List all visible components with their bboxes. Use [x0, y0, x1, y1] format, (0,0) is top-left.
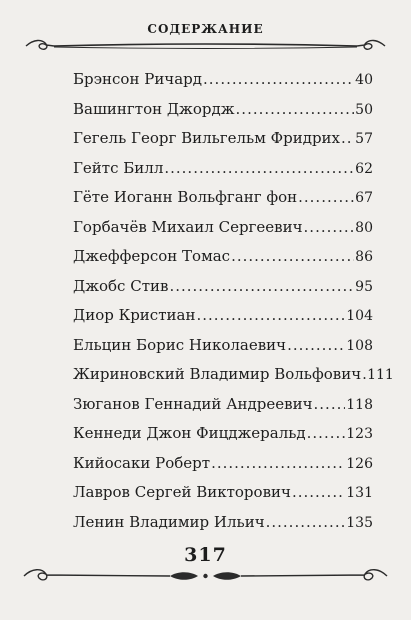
toc-entry [73, 277, 373, 307]
toc-entry [73, 70, 373, 100]
toc-entry-page: 62 [355, 160, 373, 177]
toc-entry [73, 159, 373, 189]
toc-entry [73, 454, 373, 484]
page-number: 317 [184, 544, 227, 566]
toc-entry [73, 513, 373, 543]
toc-entry-page: 57 [355, 131, 373, 147]
toc-entry-page: 131 [346, 485, 373, 501]
toc-entry [73, 129, 373, 159]
dot-leader [236, 100, 355, 118]
toc-entry-name: Лавров Сергей Викторович [73, 483, 291, 501]
toc-entry [73, 188, 373, 218]
toc-entry-name: Джефферсон Томас [73, 247, 231, 265]
dot-leader [266, 513, 346, 531]
dot-leader [307, 424, 346, 442]
toc-entry-name: Гегель Георг Вильгельм Фридрих [73, 129, 341, 147]
toc-entry [73, 365, 394, 395]
toc-entry-page: 111 [367, 367, 394, 383]
dot-leader [203, 70, 354, 88]
toc-entry-page: 40 [355, 72, 373, 88]
toc-entry [73, 247, 373, 277]
page-footer [20, 540, 391, 600]
dot-leader [287, 336, 345, 354]
toc-entry-page: 123 [346, 426, 373, 442]
toc-entry-name: Кеннеди Джон Фицджеральд [73, 424, 306, 442]
toc-entry-page: 67 [355, 190, 373, 206]
toc-entry-page: 135 [346, 514, 373, 531]
dot-leader [362, 365, 366, 383]
section-title: СОДЕРЖАНИЕ [147, 22, 264, 36]
toc-entry [73, 100, 373, 130]
toc-entry-name: Брэнсон Ричард [73, 70, 203, 88]
dot-leader [314, 395, 346, 413]
dot-leader [196, 306, 345, 324]
dot-leader [304, 218, 355, 236]
toc-entry-name: Зюганов Геннадий Андреевич [73, 394, 313, 413]
toc-entry [73, 336, 373, 366]
toc-entry [73, 483, 373, 513]
toc-entry [73, 306, 373, 336]
page-header [20, 18, 391, 58]
toc-entry-name: Гёте Иоганн Вольфганг фон [73, 188, 298, 206]
dot-leader [169, 277, 354, 295]
toc-entry-name: Ленин Владимир Ильич [73, 512, 265, 531]
toc-entry-page: 80 [355, 219, 373, 236]
toc-entry-name: Горбачёв Михаил Сергеевич [73, 217, 303, 236]
dot-leader [164, 159, 354, 177]
toc-entry-name: Гейтс Билл [73, 158, 164, 177]
toc-entry-name: Кийосаки Роберт [73, 453, 211, 472]
toc-entry-name: Джобс Стив [73, 276, 169, 295]
toc-entry-page: 126 [346, 455, 373, 472]
header-ornament-divider [20, 36, 391, 56]
toc-entry-page: 86 [355, 249, 373, 265]
toc-entry-page: 118 [346, 396, 373, 413]
table-of-contents [73, 70, 394, 542]
toc-entry [73, 395, 373, 425]
dot-leader [231, 247, 354, 265]
dot-leader [298, 188, 354, 206]
toc-entry-page: 104 [346, 308, 373, 324]
toc-entry-page: 50 [355, 101, 373, 118]
toc-entry-name: Диор Кристиан [73, 306, 196, 324]
toc-entry [73, 218, 373, 248]
toc-entry-name: Жириновский Владимир Вольфович [73, 365, 362, 383]
dot-leader [292, 483, 345, 501]
toc-entry-page: 95 [355, 278, 373, 295]
toc-entry [73, 424, 373, 454]
footer-ornament-divider [20, 566, 391, 586]
toc-entry-page: 108 [346, 337, 373, 354]
dot-leader [341, 129, 354, 147]
dot-leader [211, 454, 345, 472]
toc-entry-name: Вашингтон Джордж [73, 99, 235, 118]
toc-entry-name: Ельцин Борис Николаевич [73, 335, 287, 354]
